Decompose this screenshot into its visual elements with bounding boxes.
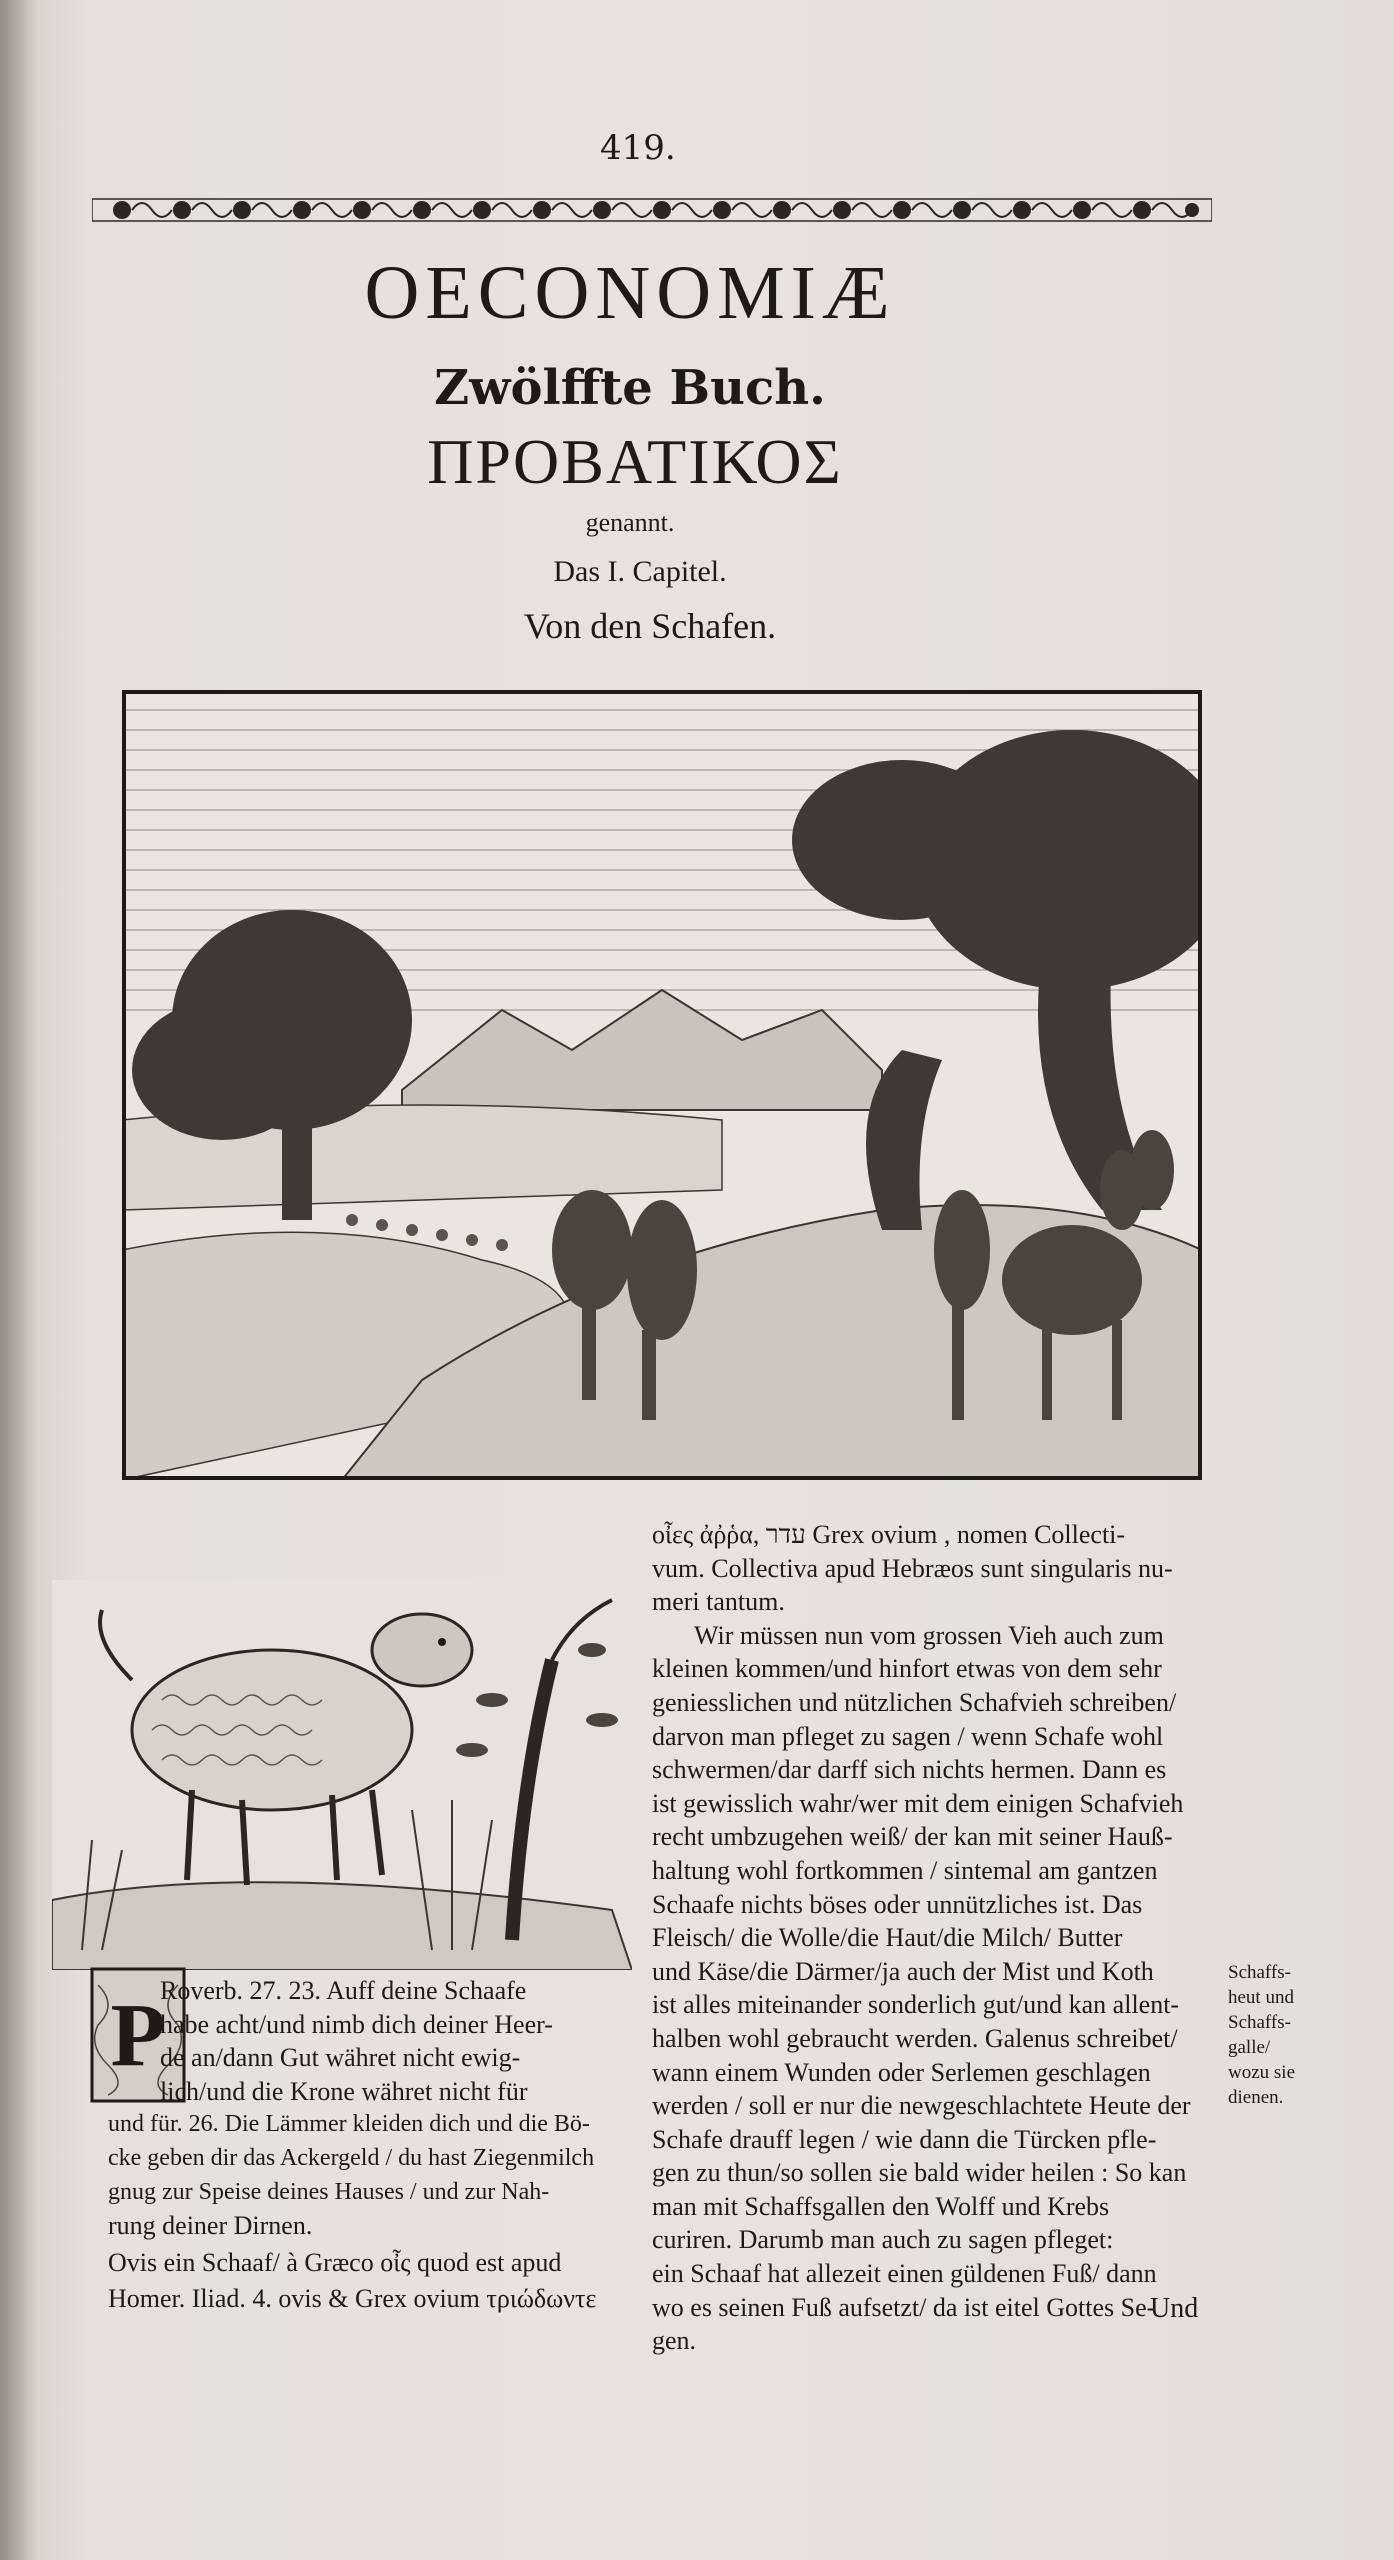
text-line: gnug zur Speise deines Hauses / und zur Nah- — [108, 2178, 550, 2205]
text-line: und für. 26. Die Lämmer kleiden dich und die Bö- — [108, 2111, 590, 2138]
text-line: rung deiner Dirnen. — [108, 2211, 313, 2241]
drop-cap-letter: P — [110, 1986, 166, 2085]
text-line: werden / soll er nur die newgeschlachtete Heute der — [652, 2091, 1191, 2121]
text-line: halben wohl gebraucht werden. Galenus schreibet/ — [652, 2023, 1178, 2053]
marginal-line: wozu sie — [1228, 2062, 1296, 2083]
text-line: kleinen kommen/und hinfort etwas von dem sehr — [652, 1654, 1162, 1684]
text-line: cke geben dir das Ackergeld / du hast Ziegenmilch — [108, 2144, 595, 2171]
text-line: οἶες ἀῤῥα, עדר Grex ovium , nomen Collecti- — [652, 1520, 1126, 1549]
text-line: ist alles miteinander sonderlich gut/und kan allent- — [652, 1990, 1180, 2020]
text-line: Ovis ein Schaaf/ à Græco οἶς quod est apud — [108, 2248, 562, 2277]
text-line: Schaafe nichts böses oder unnützliches ist. Das — [652, 1889, 1143, 1919]
text-line: ist gewisslich wahr/wer mit dem einigen Schafvieh — [652, 1788, 1184, 1818]
text-line: geniesslichen und nützlichen Schafvieh schreiben/ — [652, 1687, 1177, 1717]
text-line: de an/dann Gut währet nicht ewig- — [160, 2043, 521, 2073]
left-column-text — [108, 1974, 630, 2243]
text-line: recht umbzugehen weiß/ der kan mit seiner Hauß- — [652, 1822, 1173, 1852]
text-line: Homer. Iliad. 4. ovis & Grex ovium τριώδωντε — [108, 2284, 597, 2313]
marginal-line: heut und — [1228, 1987, 1294, 2008]
text-line: vum. Collectiva apud Hebræos sunt singularis nu- — [652, 1553, 1173, 1583]
greek-title: ΠΡΟΒΑΤΙΚΟΣ — [427, 426, 843, 497]
text-line: curiren. Darumb man auch zu sagen pfleget: — [652, 2225, 1114, 2255]
text-line: lich/und die Krone währet nicht für — [160, 2076, 528, 2106]
book-subtitle: Zwölffte Buch. — [434, 360, 826, 416]
text-line: Schafe drauff legen / wie dann die Türcken pfle- — [652, 2124, 1157, 2154]
text-line: wo es seinen Fuß aufsetzt/ da ist eitel Gottes Se- — [652, 2292, 1156, 2322]
text-line: Wir müssen nun vom grossen Vieh auch zum — [694, 1620, 1164, 1650]
landscape-engraving — [122, 690, 1202, 1480]
text-line: Roverb. 27. 23. Auff deine Schaafe — [160, 1976, 527, 2005]
text-line: man mit Schaffsgallen den Wolff und Krebs — [652, 2191, 1110, 2221]
genannt-label: genannt. — [585, 508, 675, 537]
text-line: ein Schaaf hat allezeit einen güldenen Fuß/ dann — [652, 2259, 1157, 2289]
marginal-line: galle/ — [1228, 2037, 1271, 2058]
page-number: 419. — [600, 128, 676, 168]
right-column-text — [652, 1518, 1222, 2358]
chapter-title: Von den Schafen. — [523, 606, 777, 646]
text-line: wann einem Wunden oder Serlemen geschlagen — [652, 2057, 1151, 2087]
text-line: gen. — [652, 2326, 697, 2356]
sheep-woodcut — [52, 1580, 632, 1970]
marginal-line: dienen. — [1228, 2087, 1284, 2108]
marginal-line: Schaffs- — [1228, 2012, 1291, 2033]
text-line: schwermen/dar darff sich nichts hermen. Dann es — [652, 1755, 1167, 1785]
chapter-heading: Das I. Capitel. — [553, 555, 727, 588]
marginal-line: Schaffs- — [1228, 1962, 1291, 1983]
text-line: gen zu thun/so sollen sie bald wider heilen : So kan — [652, 2158, 1187, 2188]
book-title: OECONOMIÆ — [364, 251, 896, 335]
catchword: Und — [1150, 2293, 1199, 2324]
text-line: und Käse/die Därmer/ja auch der Mist und Koth — [652, 1956, 1154, 1986]
text-line: meri tantum. — [652, 1587, 785, 1617]
text-line: Fleisch/ die Wolle/die Haut/die Milch/ Butter — [652, 1923, 1123, 1953]
marginal-note — [1228, 1960, 1338, 2110]
text-line: darvon man pfleget zu sagen / wenn Schafe wohl — [652, 1721, 1164, 1751]
text-line: habe acht/und nimb dich deiner Heer- — [160, 2009, 553, 2039]
text-line: haltung wohl fortkommen / sintemal am gantzen — [652, 1855, 1158, 1885]
left-column-latin — [108, 2246, 638, 2318]
ornamental-border-band — [92, 185, 1212, 235]
